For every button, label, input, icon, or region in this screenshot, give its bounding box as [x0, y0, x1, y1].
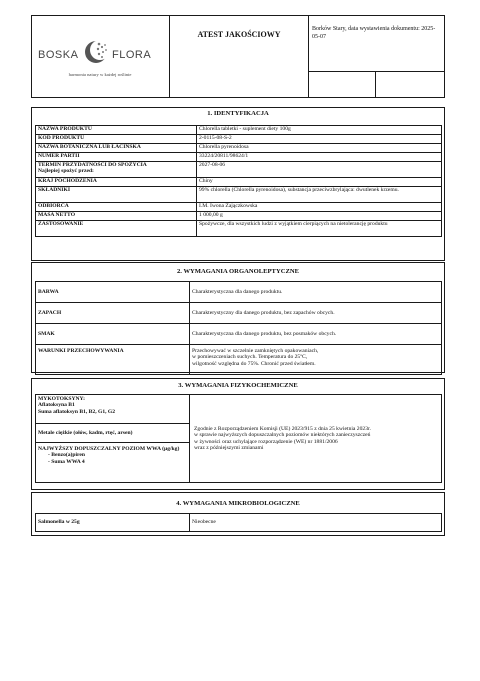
table-row: [36, 212, 442, 221]
row-value: 1 000,00 g: [197, 212, 442, 221]
svg-text:FLORA: FLORA: [112, 49, 152, 61]
mycotoxin-title: MYKOTOKSYNY:: [38, 396, 85, 402]
logo-tagline: harmonia natury w każdej roślinie: [68, 72, 132, 77]
regulation-line: w sprawie najwyższych dopuszczalnych poziomów niektórych zanieczyszczeń: [194, 432, 371, 439]
table-row: [36, 221, 442, 237]
row-label: NAZWA PRODUKTU: [36, 126, 197, 135]
table-row: [36, 345, 442, 375]
heavy-metals-label: Metale ciężkie (ołów, kadm, rtęć, arsen): [36, 424, 190, 443]
storage-line: w pomieszczeniach suchych. Temperatura do 25ºC,: [192, 354, 308, 361]
header-hline: [308, 71, 445, 72]
section-2-title: 2. WYMAGANIA ORGANOLEPTYCZNE: [176, 268, 300, 275]
wwa-item: - Benzo(a)piren: [48, 452, 86, 459]
moon-flower-icon: [36, 34, 164, 68]
regulation-line: wraz z późniejszymi zmianami: [194, 444, 264, 451]
header-vline: [375, 71, 376, 98]
table-row: [36, 126, 442, 135]
table-row: [36, 203, 442, 212]
row-label: KOD PRODUKTU: [36, 135, 197, 144]
row-label: ZAPACH: [36, 303, 190, 324]
issue-location-date: Borków Stary, data wystawienia dokumentu: 2025-05-07: [312, 26, 436, 40]
row-value: Charakterystyczna dla danego produktu, bez posmaków obcych.: [190, 324, 442, 345]
regulation-cell: [190, 395, 442, 483]
row-label: BARWA: [36, 282, 190, 303]
row-label-sub: Najlepiej spożyć przed:: [38, 168, 94, 175]
header-divider-1: [169, 15, 170, 98]
salmonella-label: Salmonella w 25g: [36, 514, 190, 532]
table-row: [36, 324, 442, 345]
row-value: Charakterystyczny dla danego produktu, bez zapachów obcych.: [190, 303, 442, 324]
row-label: WARUNKI PRZECHOWYWANIA: [36, 345, 190, 375]
row-value-group: [190, 345, 442, 375]
row-value: Spożywcze, dla wszystkich ludzi z wyjątkiem cierpiących na nietolerancję produktu: [197, 221, 442, 237]
row-value: 2027-08-06: [197, 162, 442, 178]
svg-text:BOSKA: BOSKA: [38, 49, 79, 61]
row-label: ZASTOSOWANIE: [36, 221, 197, 237]
wwa-title: NAJWYŻSZY DOPUSZCZALNY POZIOM WWA (µg/kg): [38, 446, 180, 452]
row-label: NAZWA BOTANICZNA LUB ŁACIŃSKA: [36, 144, 197, 153]
document-title: ATEST JAKOŚCIOWY: [197, 30, 281, 39]
row-label: MASA NETTO: [36, 212, 197, 221]
wwa-item: - Suma WWA 4: [48, 458, 85, 465]
section-1-title: 1. IDENTYFIKACJA: [207, 110, 269, 117]
storage-line: Przechowywać w szczelnie zamkniętych opakowaniach,: [192, 348, 319, 354]
row-label: ODBIORCA: [36, 203, 197, 212]
company-logo: [36, 34, 164, 86]
section-4-title: 4. WYMAGANIA MIKROBIOLOGICZNE: [176, 500, 300, 507]
row-label: NUMER PARTII: [36, 153, 197, 162]
table-row: [36, 303, 442, 324]
section-3-title: 3. WYMAGANIA FIZYKOCHEMICZNE: [178, 382, 298, 389]
mycotoxin-item: Suma aflatoksyn B1, B2, G1, G2: [38, 408, 116, 415]
row-value: Chlorella tabletki - suplement diety 100g: [197, 126, 442, 135]
row-label: TERMIN PRZYDATNOŚCI DO SPOŻYCIA: [38, 162, 147, 168]
table-row: [36, 395, 442, 424]
table-row: [36, 282, 442, 303]
table-row: [36, 153, 442, 162]
microbiological-table: [35, 513, 442, 532]
wwa-cell: [36, 443, 190, 483]
row-value: I.M. Iwona Zajączkowska: [197, 203, 442, 212]
table-row: [36, 144, 442, 153]
header-divider-2: [308, 15, 309, 98]
table-row: [36, 135, 442, 144]
row-label: SMAK: [36, 324, 190, 345]
table-row: [36, 178, 442, 187]
salmonella-value: Nieobecne: [190, 514, 442, 532]
row-label-group: [36, 162, 197, 178]
mycotoxin-cell: [36, 395, 190, 424]
row-value: 2-0115-08-S-2: [197, 135, 442, 144]
identification-table: [35, 125, 442, 237]
mycotoxin-item: Aflatoksyna B1: [38, 402, 75, 409]
table-row: [36, 162, 442, 178]
regulation-line: Zgodnie z Rozporządzeniem Komisji (UE) 2023/915 z dnia 25 kwietnia 2023r.: [194, 425, 371, 432]
row-value: Chiny: [197, 178, 442, 187]
table-row: [36, 514, 442, 532]
row-value: Chlorella pyrenoidosa: [197, 144, 442, 153]
table-row: [36, 187, 442, 203]
row-value: 99% chlorella (Chlorella pyrenoidosa), substancja przeciwzbrylająca: dwutlenek krzemu.: [197, 187, 442, 203]
storage-line: wilgotność względna do 75%. Chronić przed światłem.: [192, 360, 316, 367]
physicochemical-table: [35, 394, 442, 483]
row-value: 33224/20811/98624/1: [197, 153, 442, 162]
row-value: Charakterystyczna dla danego produktu.: [190, 282, 442, 303]
regulation-line: w żywności oraz uchylające rozporządzenie (WE) nr 1881/2006: [194, 438, 338, 445]
row-label: SKŁADNIKI: [36, 187, 197, 203]
organoleptic-table: [35, 281, 442, 375]
row-label: KRAJ POCHODZENIA: [36, 178, 197, 187]
